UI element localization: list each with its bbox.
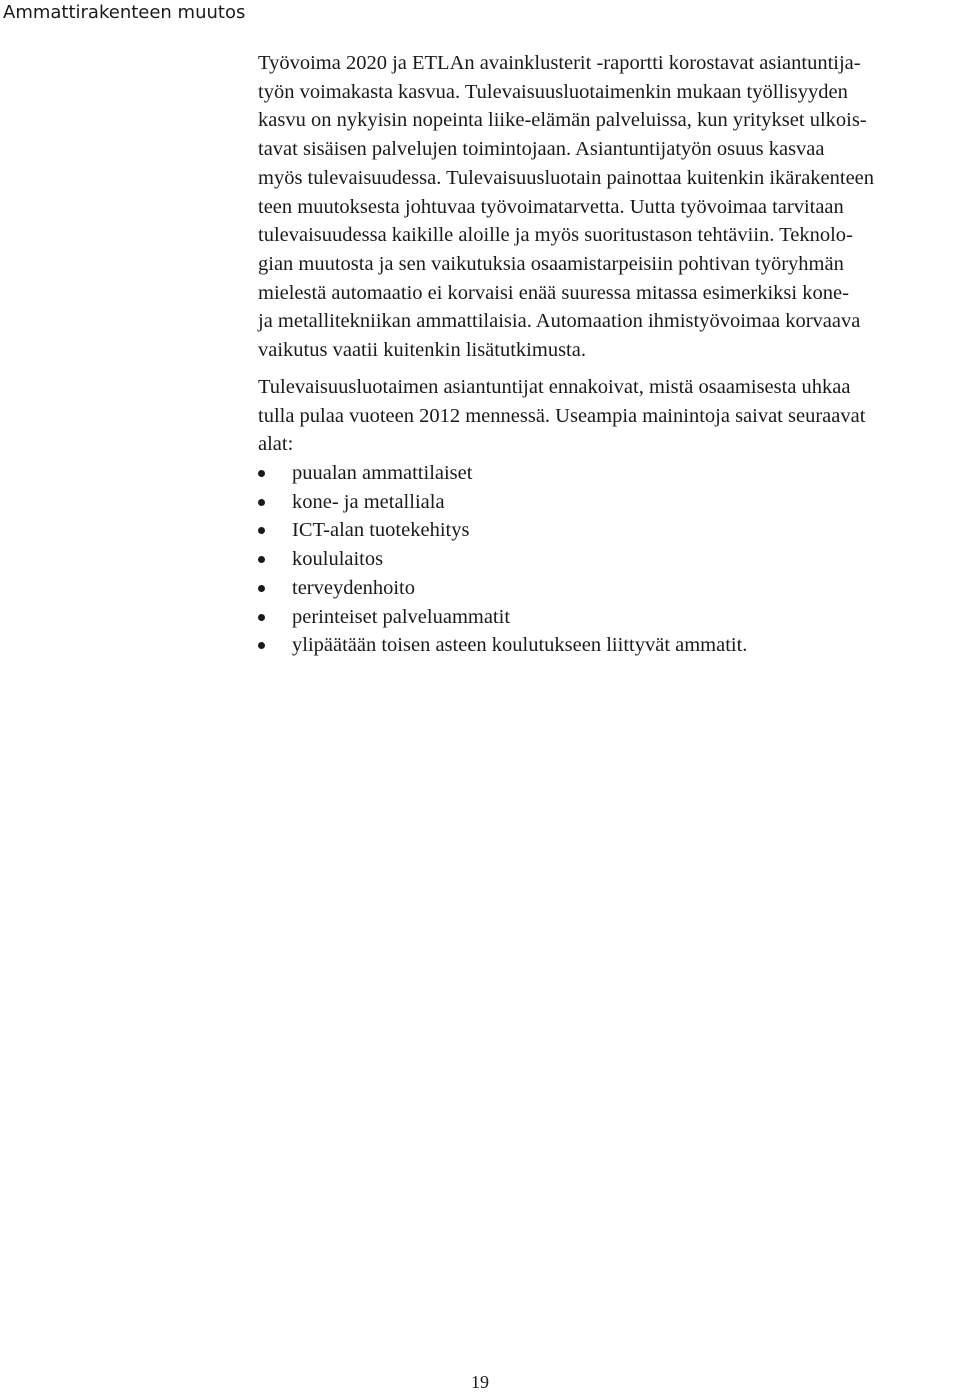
list-item-label: ylipäätään toisen asteen koulutukseen liittyvät ammatit. [292,634,748,657]
bullet-icon [258,585,265,592]
paragraph-line: työn voimakasta kasvua. Tulevaisuusluotaimenkin mukaan työllisyyden [258,80,848,103]
list-item-label: ICT-alan tuotekehitys [292,519,470,542]
paragraph-line: vaikutus vaatii kuitenkin lisätutkimusta. [258,339,586,362]
paragraph-line: Työvoima 2020 ja ETLAn avainklusterit -raportti korostavat asiantuntija- [258,52,861,74]
occupation-bullet-list [258,459,747,660]
paragraph-line: myös tulevaisuudessa. Tulevaisuusluotain painottaa kuitenkin ikärakenteen [258,166,875,189]
paragraph-line: kasvu on nykyisin nopeinta liike-elämän palveluissa, kun yritykset ulkois- [258,109,867,132]
list-item-label: terveydenhoito [292,576,415,599]
list-item [258,545,747,574]
page-number: 19 [471,1372,489,1392]
bullet-icon [258,470,265,477]
paragraph-line: alat: [258,433,294,456]
paragraph-line: mielestä automaatio ei korvaisi enää suuressa mitassa esimerkiksi kone- [258,281,849,304]
paragraph-line: gian muutosta ja sen vaikutuksia osaamistarpeisiin pohtivan työryhmän [258,252,844,275]
paragraph-line: teen muutoksesta johtuvaa työvoimatarvetta. Uutta työvoimaa tarvitaan [258,195,844,218]
body-paragraph-1 [258,49,958,365]
paragraph-line: Tulevaisuusluotaimen asiantuntijat ennakoivat, mistä osaamisesta uhkaa [258,376,851,398]
bullet-icon [258,527,265,534]
bullet-icon [258,614,265,621]
paragraph-line: tulevaisuudessa kaikille aloille ja myös suoritustason tehtäviin. Teknolo- [258,224,853,247]
list-item [258,459,747,488]
bullet-icon [258,642,265,649]
running-header: Ammattirakenteen muutos [3,2,246,23]
list-item-label: koululaitos [292,548,384,571]
list-item-label: kone- ja metalliala [292,490,445,513]
paragraph-line: tavat sisäisen palvelujen toimintojaan. Asiantuntijatyön osuus kasvaa [258,138,825,161]
list-item [258,516,747,545]
list-item-label: perinteiset palveluammatit [292,605,511,628]
body-paragraph-2 [258,373,958,459]
list-item [258,574,747,603]
paragraph-line: ja metallitekniikan ammattilaisia. Automaation ihmistyövoimaa korvaava [258,310,861,333]
list-item-label: puualan ammattilaiset [292,462,473,484]
paragraph-line: tulla pulaa vuoteen 2012 mennessä. Useampia mainintoja saivat seuraavat [258,404,866,427]
bullet-icon [258,499,265,506]
bullet-icon [258,556,265,563]
list-item [258,603,747,632]
list-item [258,488,747,517]
list-item [258,631,747,660]
